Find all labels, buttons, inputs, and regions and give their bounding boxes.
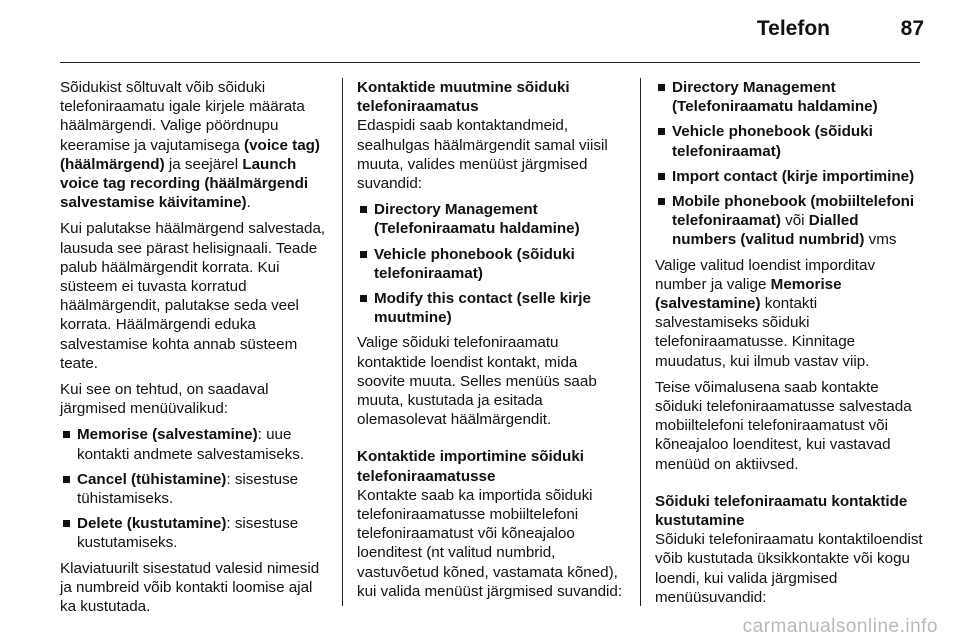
bullet-item: Mobile phonebook (mobiiltelefoni telefoniraamat) või Dialled numbers (valitud numbrid) vms: [655, 192, 923, 250]
menu-option: (voice tag) (häälmärgend): [60, 136, 320, 173]
bullet-item: Directory Management (Telefoniraamatu haldamine): [357, 200, 629, 238]
paragraph: Valige valitud loendist imporditav number ja valige Memorise (salvestamine) kontakti salvestamiseks sõiduki telefoniraamatusse. Kinnitage muudatus, kui ilmub vastav viip.: [655, 256, 876, 370]
bullet-item: Directory Management (Telefoniraamatu haldamine): [655, 78, 923, 116]
paragraph: Kui palutakse häälmärgend salvestada, lausuda see pärast helisignaali. Teade palub häälmärgendit korrata. Kui süsteem ei tuvasta korratud häälmärgendit, palutakse seda veel korrata. Häälmärgendi eduka salvestamise kohta annab süsteem teate.: [60, 220, 326, 372]
paragraph: Kui see on tehtud, on saadaval järgmised menüüvalikud:: [60, 381, 269, 418]
paragraph: Klaviatuurilt sisestatud valesid nimesid ja numbreid võib kontakti loomise ajal ka kustutada.: [60, 559, 320, 616]
paragraph: Teise võimalusena saab kontakte sõiduki telefoniraamatusse salvestada mobiiltelefoni telefoniraamatust või kõneajaloo loenditest, kui vastavad menüüd on aktiivsed.: [655, 378, 912, 473]
bullet-item: Vehicle phonebook (sõiduki telefoniraamat): [655, 122, 923, 160]
subheading: Sõiduki telefoniraamatu kontaktide kustutamine: [655, 492, 908, 530]
bullet-item: Import contact (kirje importimine): [655, 167, 923, 186]
page-header: [0, 0, 960, 64]
bullet-item: Delete (kustutamine): sisestuse kustutamiseks.: [60, 514, 332, 552]
bullet-item: Memorise (salvestamine): uue kontakti andmete salvestamiseks.: [60, 425, 332, 463]
header-rule: [60, 62, 920, 63]
paragraph: Kontakte saab ka importida sõiduki telefoniraamatusse mobiiltelefoni telefoniraamatust või kõneajaloo loenditest (nt valitud numbrid, vastuvõetud kõned, vastamata kõned), kui valida menüüst järgmised suvandid:: [357, 486, 623, 600]
bullet-item: Cancel (tühistamine): sisestuse tühistamiseks.: [60, 470, 332, 508]
subheading: Kontaktide muutmine sõiduki telefoniraamatus: [357, 79, 570, 116]
menu-option: Launch voice tag recording (häälmärgendi salvestamise käivitamine): [60, 155, 309, 212]
paragraph: Valige sõiduki telefoniraamatu kontaktide loendist kontakt, mida soovite muuta. Selles menüüs saab muuta, kustutada ja esitada olemasolevat häälmärgendit.: [357, 334, 597, 429]
menu-option: Memorise (salvestamine): [655, 275, 842, 313]
column-divider-2: [640, 78, 641, 606]
section-title: Telefon: [756, 17, 830, 40]
column-divider-1: [342, 78, 343, 606]
bullet-item: Vehicle phonebook (sõiduki telefoniraamat): [357, 245, 629, 283]
bullet-item: Modify this contact (selle kirje muutmine): [357, 289, 629, 327]
paragraph: Sõidukist sõltuvalt võib sõiduki telefoniraamatu igale kirjele määrata häälmärgendi. Valige pöördnupu keeramise ja vajutamisega (voice tag) (häälmärgend) ja seejärel Launch voice tag recording (häälmärgendi salvestamise käivitamine).: [60, 79, 320, 212]
subheading: Kontaktide importimine sõiduki telefoniraamatusse: [357, 448, 584, 485]
column-2: [357, 78, 629, 608]
paragraph: Sõiduki telefoniraamatu kontaktiloendist võib kustutada üksikkontakte või kogu loendi, kui valida järgmised menüüsuvandid:: [655, 531, 923, 606]
paragraph: Edaspidi saab kontaktandmeid, sealhulgas häälmärgendit samal viisil muuta, valides menüüst järgmised suvandid:: [357, 117, 608, 193]
column-1: [60, 78, 332, 623]
watermark: carmanualsonline.info: [742, 616, 938, 637]
page-number: 87: [900, 17, 924, 40]
column-3: [655, 78, 923, 614]
